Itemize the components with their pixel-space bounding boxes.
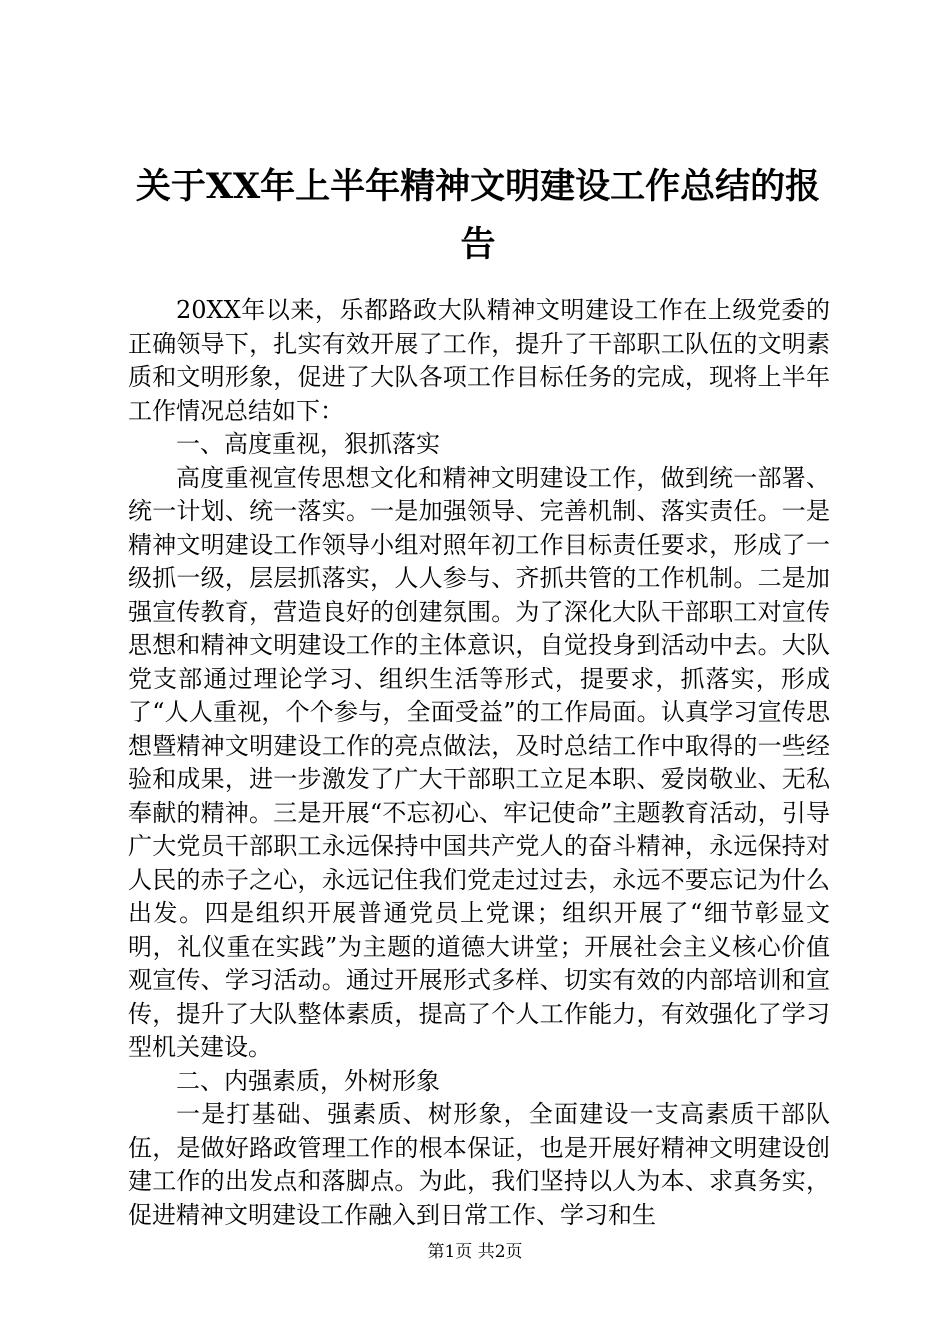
document-title: 关于XX年上半年精神文明建设工作总结的报告 [135, 166, 821, 265]
document-body [128, 294, 830, 1232]
section-2-heading: 二、内强素质，外树形象 [176, 1066, 440, 1095]
section-2-paragraph: 一是打基础、强素质、树形象，全面建设一支高素质干部队伍，是做好路政管理工作的根本保证，也是开展好精神文明建设创建工作的出发点和落脚点。为此，我们坚持以人为本、求真务实，促进精神文明建设工作融入到日常工作、学习和生 [128, 1100, 830, 1229]
page-number-footer: 第1页 共2页 [427, 1242, 523, 1262]
section-1-paragraph: 高度重视宣传思想文化和精神文明建设工作，做到统一部署、统一计划、统一落实。一是加强领导、完善机制、落实责任。一是精神文明建设工作领导小组对照年初工作目标责任要求，形成了一级抓一级，层层抓落实，人人参与、齐抓共管的工作机制。二是加强宣传教育，营造良好的创建氛围。为了深化大队干部职工对宣传思想和精神文明建设工作的主体意识，自觉投身到活动中去。大队党支部通过理论学习、组织生活等形式，提要求，抓落实，形成了“人人重视，个个参与，全面受益”的工作局面。认真学习宣传思想暨精神文明建设工作的亮点做法，及时总结工作中取得的一些经验和成果，进一步激发了广大干部职工立足本职、爱岗敬业、无私奉献的精神。三是开展“不忘初心、牢记使命”主题教育活动，引导广大党员干部职工永远保持中国共产党人的奋斗精神，永远保持对人民的赤子之心，永远记住我们党走过过去，永远不要忘记为什么出发。四是组织开展普通党员上党课；组织开展了“细节彰显文明，礼仪重在实践”为主题的道德大讲堂；开展社会主义核心价值观宣传、学习活动。通过开展形式多样、切实有效的内部培训和宣传，提升了大队整体素质，提高了个人工作能力，有效强化了学习型机关建设。 [128, 463, 830, 1061]
section-1-heading: 一、高度重视，狠抓落实 [176, 430, 440, 458]
intro-paragraph: 20XX年以来，乐都路政大队精神文明建设工作在上级党委的正确领导下，扎实有效开展了工作，提升了干部职工队伍的文明素质和文明形象，促进了大队各项工作目标任务的完成，现将上半年工作情况总结如下： [128, 296, 830, 425]
